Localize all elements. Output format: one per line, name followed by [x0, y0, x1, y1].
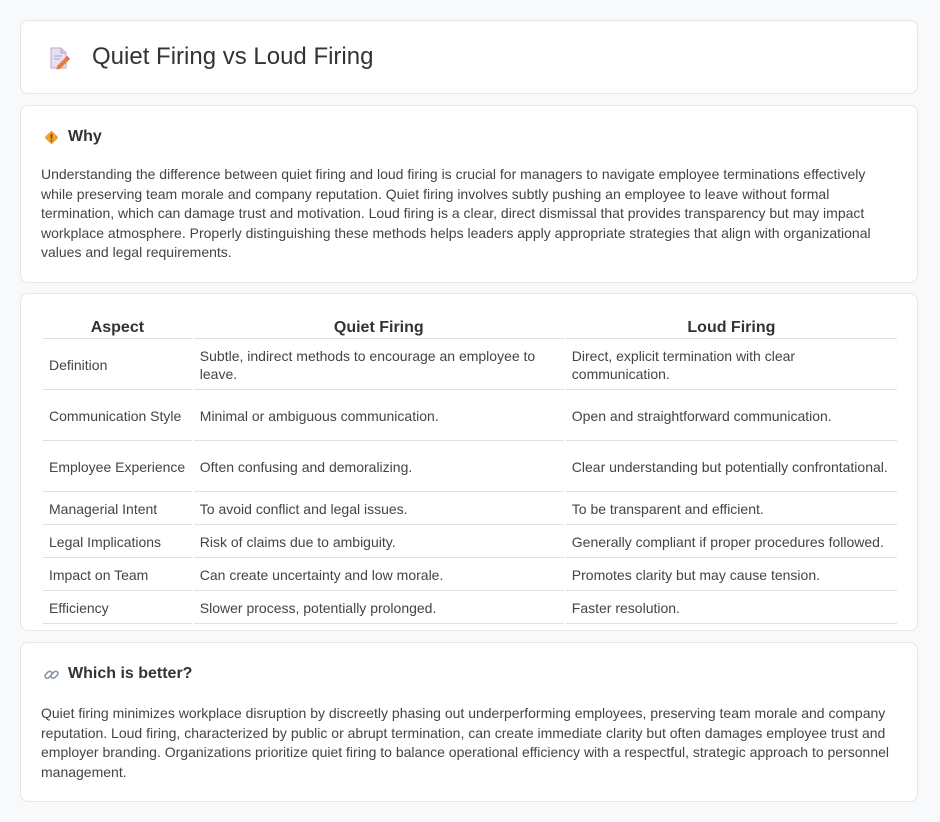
table-row: [43, 341, 897, 390]
quiet-cell: Slower process, potentially prolonged.: [194, 593, 564, 624]
loud-cell: Clear understanding but potentially confrontational.: [566, 443, 897, 492]
quiet-cell: Can create uncertainty and low morale.: [194, 560, 564, 591]
aspect-cell: Managerial Intent: [43, 494, 192, 525]
header-quiet-firing: Quiet Firing: [194, 316, 564, 339]
why-body: Understanding the difference between quiet firing and loud firing is crucial for managers to navigate employee terminations effectively while preserving team morale and company reputation. Quiet firing involves subtly pushing an employee to leave without formal termination, which can damage trust and motivation. Loud firing is a clear, direct dismissal that provides transparency but may impact workplace atmosphere. Properly distinguishing these methods helps leaders apply appropriate strategies that align with organizational values and legal requirements.: [41, 166, 871, 260]
aspect-cell: Employee Experience: [43, 443, 192, 492]
loud-cell: Direct, explicit termination with clear communication.: [566, 341, 897, 390]
header-aspect: Aspect: [43, 316, 192, 339]
comparison-section: [20, 293, 918, 631]
better-body: Quiet firing minimizes workplace disruption by discreetly phasing out underperforming employees, preserving team morale and company reputation. Loud firing, characterized by public or abrupt termination, can create immediate clarity but often damages employee trust and employer branding. Organizations prioritize quiet firing to balance operational efficiency with a respectful, strategic approach to personnel management.: [41, 705, 889, 780]
aspect-cell: Legal Implications: [43, 527, 192, 558]
table-row: [43, 443, 897, 492]
table-row: [43, 392, 897, 441]
loud-cell: Open and straightforward communication.: [566, 392, 897, 441]
comparison-table: [41, 314, 899, 626]
loud-cell: Faster resolution.: [566, 593, 897, 624]
quiet-cell: Subtle, indirect methods to encourage an employee to leave.: [194, 341, 564, 390]
loud-cell: To be transparent and efficient.: [566, 494, 897, 525]
table-row: [43, 494, 897, 525]
page-title: Quiet Firing vs Loud Firing: [92, 43, 374, 70]
quiet-cell: Minimal or ambiguous communication.: [194, 392, 564, 441]
link-icon: [43, 666, 60, 683]
better-title: Which is better?: [68, 665, 193, 682]
better-heading: [43, 665, 192, 683]
which-is-better-section: [20, 642, 918, 802]
why-section: [20, 105, 918, 283]
diamond-warning-icon: [43, 129, 60, 146]
quiet-cell: Risk of claims due to ambiguity.: [194, 527, 564, 558]
aspect-cell: Impact on Team: [43, 560, 192, 591]
table-row: [43, 527, 897, 558]
why-heading: [43, 128, 102, 146]
loud-cell: Promotes clarity but may cause tension.: [566, 560, 897, 591]
table-row: [43, 560, 897, 591]
title-card: [20, 20, 918, 94]
quiet-cell: To avoid conflict and legal issues.: [194, 494, 564, 525]
document-pencil-icon: [47, 46, 71, 70]
header-loud-firing: Loud Firing: [566, 316, 897, 339]
aspect-cell: Communication Style: [43, 392, 192, 441]
table-row: [43, 593, 897, 624]
quiet-cell: Often confusing and demoralizing.: [194, 443, 564, 492]
aspect-cell: Definition: [43, 341, 192, 390]
loud-cell: Generally compliant if proper procedures followed.: [566, 527, 897, 558]
aspect-cell: Efficiency: [43, 593, 192, 624]
table-header-row: [43, 316, 897, 339]
why-title: Why: [68, 128, 102, 145]
